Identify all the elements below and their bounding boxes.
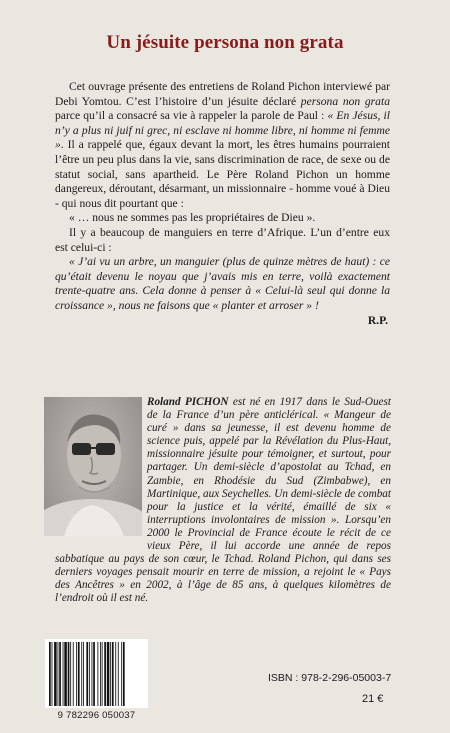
barcode-bar bbox=[93, 642, 95, 706]
barcode-bar bbox=[64, 642, 67, 706]
barcode-bar bbox=[58, 642, 59, 706]
barcode-bar bbox=[121, 642, 122, 706]
author-name: Roland PICHON bbox=[147, 396, 229, 408]
barcode-bars bbox=[45, 639, 148, 708]
barcode-bar bbox=[104, 642, 106, 706]
barcode-bar bbox=[49, 642, 51, 706]
isbn: ISBN : 978-2-296-05003-7 bbox=[268, 672, 392, 684]
signature: R.P. bbox=[367, 313, 388, 327]
blurb-paragraph-3: Il y a beaucoup de manguiers en terre d’Afrique. L’un d’entre eux est celui-ci : bbox=[55, 225, 390, 254]
book-title: Un jésuite persona non grata bbox=[106, 32, 344, 53]
barcode-bar bbox=[115, 642, 116, 706]
barcode-bar bbox=[81, 642, 82, 706]
barcode-digits: 9 782296 050037 bbox=[57, 710, 136, 721]
barcode-bar bbox=[76, 642, 77, 706]
blurb-quote-paul: « En Jésus, il n’y a plus ni juif ni grec, ni esclave ni homme libre, ni homme ni femme » bbox=[55, 109, 390, 152]
barcode-bar bbox=[92, 642, 93, 706]
barcode-bar bbox=[83, 642, 84, 706]
barcode-bar bbox=[112, 642, 114, 706]
barcode-bar bbox=[89, 642, 90, 706]
barcode-bar bbox=[59, 642, 61, 706]
barcode-bar bbox=[118, 642, 119, 706]
barcode-bar bbox=[52, 642, 53, 706]
blurb-text: Cet ouvrage présente des entretiens de Roland Pichon interviewé par Debi Yomtou. C’est l’histoire d’un jésuite déclaré bbox=[55, 80, 390, 108]
blurb-text: parce qu’il a consacré sa vie à rappeler la parole de Paul : bbox=[55, 109, 328, 123]
blurb-paragraph-1 bbox=[55, 80, 390, 211]
blurb-paragraph-2: « … nous ne sommes pas les propriétaires de Dieu ». bbox=[69, 211, 316, 225]
blurb-italic-persona: persona non grata bbox=[300, 94, 390, 108]
author-bio-text: est né en 1917 dans le Sud-Ouest de la France d’un père anticlérical. « Mangeur de curé » dans sa jeunesse, il est devenu homme de science puis, appelé par la Révélation du Plus-Haut, missionnaire jésuite pour témoigner, et surtout, pour partager. Un demi-siècle d’apostolat au Tchad, en Zambie, en Rhodésie du Sud (Zimbabwe), en Martinique, aux Seychelles. Un demi-siècle de combat pour la justice et la vérité, émaillé de six « interruptions involontaires de mission ». Lorsqu’en 2000 le Provincial de France écoute le récit de ce vieux Père, il lui accorde une année de repos sabbatique au pays de son cœur, le Tchad. Roland Pichon, qui dans ses derniers voyages pensait mourir en terre de mission, a rejoint le « Pays des Ancêtres » en 2002, à l’âge de 85 ans, à quelques kilomètres de l’endroit où il est né. bbox=[55, 396, 391, 605]
blurb-quote-text: « J’ai vu un arbre, un manguier (plus de quinze mètres de haut) : ce qu’était devenu le noyau que j’avais mis en terre, voilà exactement trente-quatre ans. Cela donne à penser à « Celui-là seul qui donne la croissance », nous ne faisons que « planter et arroser » ! bbox=[55, 255, 390, 312]
author-bio bbox=[55, 396, 391, 606]
barcode-bar bbox=[97, 642, 98, 706]
barcode-bar bbox=[86, 642, 88, 706]
barcode-bar bbox=[107, 642, 110, 706]
barcode-bar bbox=[63, 642, 64, 706]
barcode-bar bbox=[73, 642, 74, 706]
barcode-bar bbox=[123, 642, 125, 706]
barcode-bar bbox=[102, 642, 103, 706]
blurb-text: . Il a rappelé que, égaux devant la mort, les êtres humains pourraient l’être un peu plus dans la vie, sans discrimination de race, de sexe ou de statut social, sans apartheid. Le Père Roland Pichon un homme dangereux, déroutant, désarmant, un missionnaire - homme voué à Dieu - qui nous dit pourtant que : bbox=[55, 138, 390, 210]
barcode-bar bbox=[78, 642, 80, 706]
price: 21 € bbox=[362, 693, 384, 705]
barcode-bar bbox=[54, 642, 57, 706]
barcode-bar bbox=[70, 642, 71, 706]
blurb-quote-mango bbox=[55, 255, 390, 313]
barcode-bar bbox=[110, 642, 111, 706]
barcode-bar bbox=[68, 642, 70, 706]
barcode-bar bbox=[100, 642, 101, 706]
blurb bbox=[55, 80, 390, 328]
barcode bbox=[45, 639, 148, 708]
